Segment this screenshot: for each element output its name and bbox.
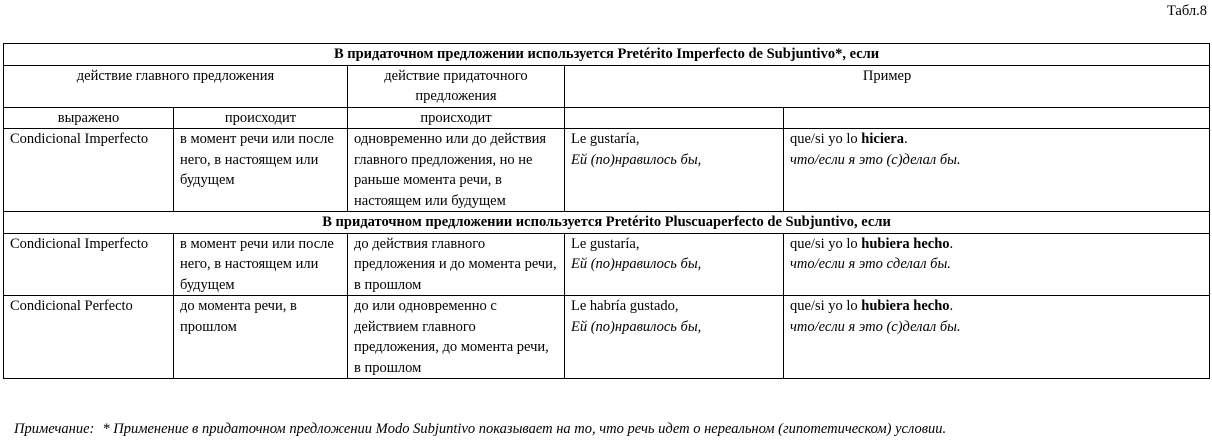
cell-example-sub bbox=[784, 233, 1210, 296]
example-sub-spanish bbox=[790, 129, 1203, 150]
cell-expressed: Condicional Imperfecto bbox=[4, 233, 174, 296]
cell-example-sub bbox=[784, 129, 1210, 212]
example-main-spanish: Le gustaría, bbox=[571, 131, 640, 147]
header-occurs-sub: происходит bbox=[348, 107, 565, 129]
cell-expressed: Condicional Imperfecto bbox=[4, 129, 174, 212]
example-sub-translation: что/если я это (с)делал бы. bbox=[790, 318, 961, 335]
table-row bbox=[4, 296, 1210, 379]
example-sub-spanish bbox=[790, 234, 1203, 255]
cell-sub-time: до или одновременно с действием главного предложения, до момента речи, в прошлом bbox=[348, 296, 565, 379]
example-sub-end: . bbox=[903, 131, 908, 147]
example-sub-verb: hubiera hecho bbox=[861, 298, 950, 314]
section-title-tense: Pretérito Pluscuaperfecto de Subjuntivo bbox=[605, 214, 855, 230]
footnote-text: * Применение в придаточном предложении Modo Subjuntivo показывает на то, что речь идет о нереальном (гипотетическом) условии. bbox=[102, 421, 947, 437]
cell-sub-time: до действия главного предложения и до момента речи, в прошлом bbox=[348, 233, 565, 296]
section-title-imperfecto bbox=[4, 44, 1210, 66]
header-example: Пример bbox=[565, 65, 1210, 107]
cell-main-time: в момент речи или после него, в настоящем или будущем bbox=[174, 233, 348, 296]
section-title-pluscuamperfecto bbox=[4, 212, 1210, 234]
example-sub-end: . bbox=[949, 235, 954, 252]
cell-example-main bbox=[565, 296, 784, 379]
section-title-prefix: В придаточном предложении используется bbox=[322, 214, 606, 230]
table-row bbox=[4, 233, 1210, 296]
header-row-1 bbox=[4, 65, 1210, 107]
example-sub-plain: que/si yo lo bbox=[790, 235, 862, 252]
footnote bbox=[14, 421, 946, 438]
header-main-action: действие главного предложения bbox=[4, 65, 348, 107]
section-title-tense: Pretérito Imperfecto de Subjuntivo bbox=[617, 46, 836, 62]
example-sub-plain: que/si yo lo bbox=[790, 131, 862, 147]
table-number-label: Табл.8 bbox=[1166, 3, 1207, 19]
header-occurs-main: происходит bbox=[174, 107, 348, 129]
example-sub-translation: что/если я это (с)делал бы. bbox=[790, 151, 961, 168]
example-sub-end: . bbox=[949, 298, 954, 314]
cell-sub-time: одновременно или до действия главного предложения, но не раньше момента речи, в настоящем или будущем bbox=[348, 129, 565, 212]
example-main-spanish: Le gustaría, bbox=[571, 235, 640, 252]
cell-example-main bbox=[565, 129, 784, 212]
example-sub-verb: hiciera bbox=[861, 131, 904, 147]
example-sub-verb: hubiera hecho bbox=[861, 235, 950, 252]
example-main-translation: Ей (по)нравилось бы, bbox=[571, 256, 702, 272]
header-sub-action: действие придаточного предложения bbox=[348, 65, 565, 107]
section-title-prefix: В придаточном предложении используется bbox=[333, 46, 618, 62]
example-sub-plain: que/si yo lo bbox=[790, 298, 862, 314]
cell-example-main bbox=[565, 233, 784, 296]
header-row-2 bbox=[4, 107, 1210, 129]
header-empty-left bbox=[565, 107, 784, 129]
example-sub-spanish bbox=[790, 296, 1203, 317]
header-expressed: выражено bbox=[4, 107, 174, 129]
example-main-translation: Ей (по)нравилось бы, bbox=[571, 318, 702, 335]
example-main-spanish: Le habría gustado, bbox=[571, 298, 679, 314]
table-row bbox=[4, 129, 1210, 212]
subjunctive-usage-table bbox=[3, 43, 1210, 379]
section-title-suffix: , если bbox=[854, 214, 891, 230]
section-title-suffix: *, если bbox=[835, 46, 880, 62]
header-empty-right bbox=[784, 107, 1210, 129]
section-header-row-1 bbox=[4, 44, 1210, 66]
cell-main-time: в момент речи или после него, в настоящем или будущем bbox=[174, 129, 348, 212]
cell-main-time: до момента речи, в прошлом bbox=[174, 296, 348, 379]
example-main-translation: Ей (по)нравилось бы, bbox=[571, 151, 702, 168]
section-header-row-2 bbox=[4, 212, 1210, 234]
footnote-label: Примечание: bbox=[14, 421, 95, 437]
cell-example-sub bbox=[784, 296, 1210, 379]
cell-expressed: Condicional Perfecto bbox=[4, 296, 174, 379]
example-sub-translation: что/если я это сделал бы. bbox=[790, 256, 951, 272]
